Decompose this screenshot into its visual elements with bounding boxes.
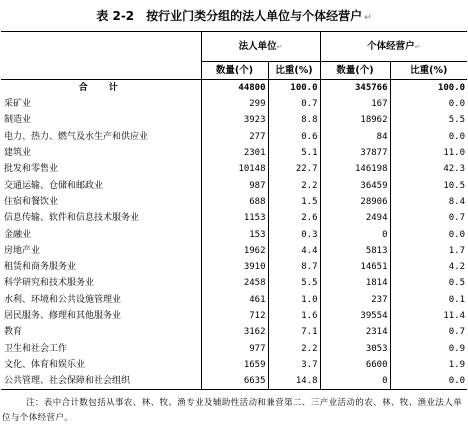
- corp-count: 3923: [201, 112, 268, 128]
- industry-name: 租赁和商务服务业: [4, 262, 77, 273]
- corp-share: 0.3: [268, 226, 320, 242]
- ind-count: 146198: [320, 161, 390, 177]
- total-row: [1, 80, 467, 97]
- table-row: [1, 324, 467, 340]
- ind-share: 4.2: [390, 259, 467, 275]
- total-corp-count: 44800: [201, 80, 268, 97]
- header-ind-count: 数量(个): [320, 62, 390, 80]
- ind-share: 0.0: [390, 96, 467, 112]
- header-corp-share: 比重(%): [268, 62, 320, 80]
- industry-name: 文化、体育和娱乐业: [4, 359, 86, 370]
- ind-share: 0.5: [390, 275, 467, 291]
- ind-share: 0.0: [390, 129, 467, 145]
- table-row: [1, 275, 467, 291]
- header-individual-label: 个体经营户: [367, 40, 415, 52]
- ind-share: 5.5: [390, 112, 467, 128]
- industry-name: 房地产业: [4, 245, 41, 256]
- industry-name: 电力、热力、燃气及水生产和供应业: [4, 131, 149, 142]
- corp-count: 3910: [201, 259, 268, 275]
- corp-count: 277: [201, 129, 268, 145]
- ind-share: 0.1: [390, 292, 467, 308]
- industry-name: 批发和零售业: [4, 164, 59, 175]
- ind-share: 0.0: [390, 226, 467, 242]
- ind-count: 2314: [320, 324, 390, 340]
- ind-count: 5813: [320, 243, 390, 259]
- corp-count: 3162: [201, 324, 268, 340]
- ind-count: 37877: [320, 145, 390, 161]
- corp-share: 1.5: [268, 194, 320, 210]
- corp-count: 2301: [201, 145, 268, 161]
- industry-name: 建筑业: [4, 148, 32, 159]
- table-title-text: 表 2-2 按行业门类分组的法人单位与个体经营户: [96, 9, 363, 23]
- corp-share: 1.0: [268, 292, 320, 308]
- corp-count: 1659: [201, 357, 268, 373]
- table-row: [1, 96, 467, 112]
- ind-count: 6600: [320, 357, 390, 373]
- table-row: [1, 161, 467, 177]
- corp-share: 1.6: [268, 308, 320, 324]
- corp-share: 0.7: [268, 96, 320, 112]
- corp-share: 22.7: [268, 161, 320, 177]
- industry-name: 科学研究和技术服务业: [4, 278, 95, 289]
- table-row: [1, 373, 467, 390]
- corp-share: 14.8: [268, 373, 320, 390]
- table-row: [1, 145, 467, 161]
- ind-count: 14651: [320, 259, 390, 275]
- header-ind-share: 比重(%): [390, 62, 467, 80]
- header-blank-cell: [1, 32, 201, 62]
- paragraph-mark-icon: ↵: [364, 13, 372, 23]
- corp-count: 461: [201, 292, 268, 308]
- table-row: [1, 210, 467, 226]
- header-corporate: [201, 32, 320, 62]
- ind-share: 42.3: [390, 161, 467, 177]
- ind-count: 2494: [320, 210, 390, 226]
- industry-name: 水利、环境和公共设施管理业: [4, 294, 122, 305]
- industry-name: 教育: [4, 327, 23, 338]
- ind-share: 10.5: [390, 177, 467, 193]
- header-row-columns: [1, 62, 467, 80]
- table-row: [1, 112, 467, 128]
- table-row: [1, 129, 467, 145]
- header-corp-count: 数量(个): [201, 62, 268, 80]
- table-footnote: 注：表中合计数包括从事农、林、牧、渔专业及辅助性活动和兼营第二、三产业活动的农、林、牧、渔业法人单位与个体经营户。: [2, 398, 463, 423]
- ind-count: 28906: [320, 194, 390, 210]
- ind-share: 1.9: [390, 357, 467, 373]
- industry-name: 卫生和社会工作: [4, 343, 68, 354]
- ind-count: 0: [320, 373, 390, 390]
- industry-name: 信息传输、软件和信息技术服务业: [4, 213, 140, 224]
- header-individual: [320, 32, 467, 62]
- industry-name: 金融业: [4, 229, 32, 240]
- total-label: 合 计: [1, 80, 201, 97]
- corp-count: 712: [201, 308, 268, 324]
- total-ind-count: 345766: [320, 80, 390, 97]
- ind-share: 0.7: [390, 210, 467, 226]
- industry-name: 采矿业: [4, 99, 32, 110]
- table-row: [1, 357, 467, 373]
- ind-share: 11.0: [390, 145, 467, 161]
- corp-share: 7.1: [268, 324, 320, 340]
- corp-count: 977: [201, 340, 268, 356]
- total-corp-share: 100.0: [268, 80, 320, 97]
- table-row: [1, 340, 467, 356]
- industry-name: 公共管理、社会保障和社会组织: [1, 373, 201, 390]
- corp-count: 2458: [201, 275, 268, 291]
- data-table: [1, 31, 467, 390]
- paragraph-mark-icon: ↵: [276, 42, 283, 51]
- table-row: [1, 194, 467, 210]
- corp-share: 2.6: [268, 210, 320, 226]
- header-corporate-label: 法人单位: [238, 40, 277, 52]
- corp-share: 4.4: [268, 243, 320, 259]
- ind-share: 8.4: [390, 194, 467, 210]
- industry-name: 居民服务、修理和其他服务业: [4, 311, 122, 321]
- corp-share: 5.5: [268, 275, 320, 291]
- corp-share: 3.7: [268, 357, 320, 373]
- ind-count: 84: [320, 129, 390, 145]
- corp-share: 2.2: [268, 177, 320, 193]
- ind-count: 39554: [320, 308, 390, 324]
- corp-count: 299: [201, 96, 268, 112]
- ind-share: 11.4: [390, 308, 467, 324]
- corp-share: 5.1: [268, 145, 320, 161]
- table-row: [1, 292, 467, 308]
- industry-name: 制造业: [4, 115, 32, 126]
- ind-count: 18962: [320, 112, 390, 128]
- table-row: [1, 177, 467, 193]
- header-blank-cell: [1, 62, 201, 80]
- paragraph-mark-icon: ↵: [414, 42, 421, 51]
- ind-share: 0.7: [390, 324, 467, 340]
- ind-count: 167: [320, 96, 390, 112]
- industry-name: 交通运输、仓储和邮政业: [4, 180, 104, 191]
- ind-share: 1.7: [390, 243, 467, 259]
- header-row-groups: [1, 32, 467, 62]
- ind-count: 3053: [320, 340, 390, 356]
- corp-count: 987: [201, 177, 268, 193]
- ind-share: 0.9: [390, 340, 467, 356]
- table-row: [1, 243, 467, 259]
- table-row: [1, 259, 467, 275]
- table-row: [1, 226, 467, 242]
- corp-count: 1153: [201, 210, 268, 226]
- corp-count: 688: [201, 194, 268, 210]
- ind-count: 237: [320, 292, 390, 308]
- table-row: [1, 308, 467, 324]
- table-title: [0, 6, 468, 26]
- corp-share: 0.6: [268, 129, 320, 145]
- corp-share: 8.8: [268, 112, 320, 128]
- total-ind-share: 100.0: [390, 80, 467, 97]
- corp-count: 10148: [201, 161, 268, 177]
- corp-count: 6635: [201, 373, 268, 390]
- corp-share: 2.2: [268, 340, 320, 356]
- ind-count: 1814: [320, 275, 390, 291]
- ind-count: 36459: [320, 177, 390, 193]
- corp-count: 1962: [201, 243, 268, 259]
- corp-share: 8.7: [268, 259, 320, 275]
- corp-count: 153: [201, 226, 268, 242]
- industry-name: 住宿和餐饮业: [4, 196, 59, 207]
- ind-count: 0: [320, 226, 390, 242]
- ind-share: 0.0: [390, 373, 467, 390]
